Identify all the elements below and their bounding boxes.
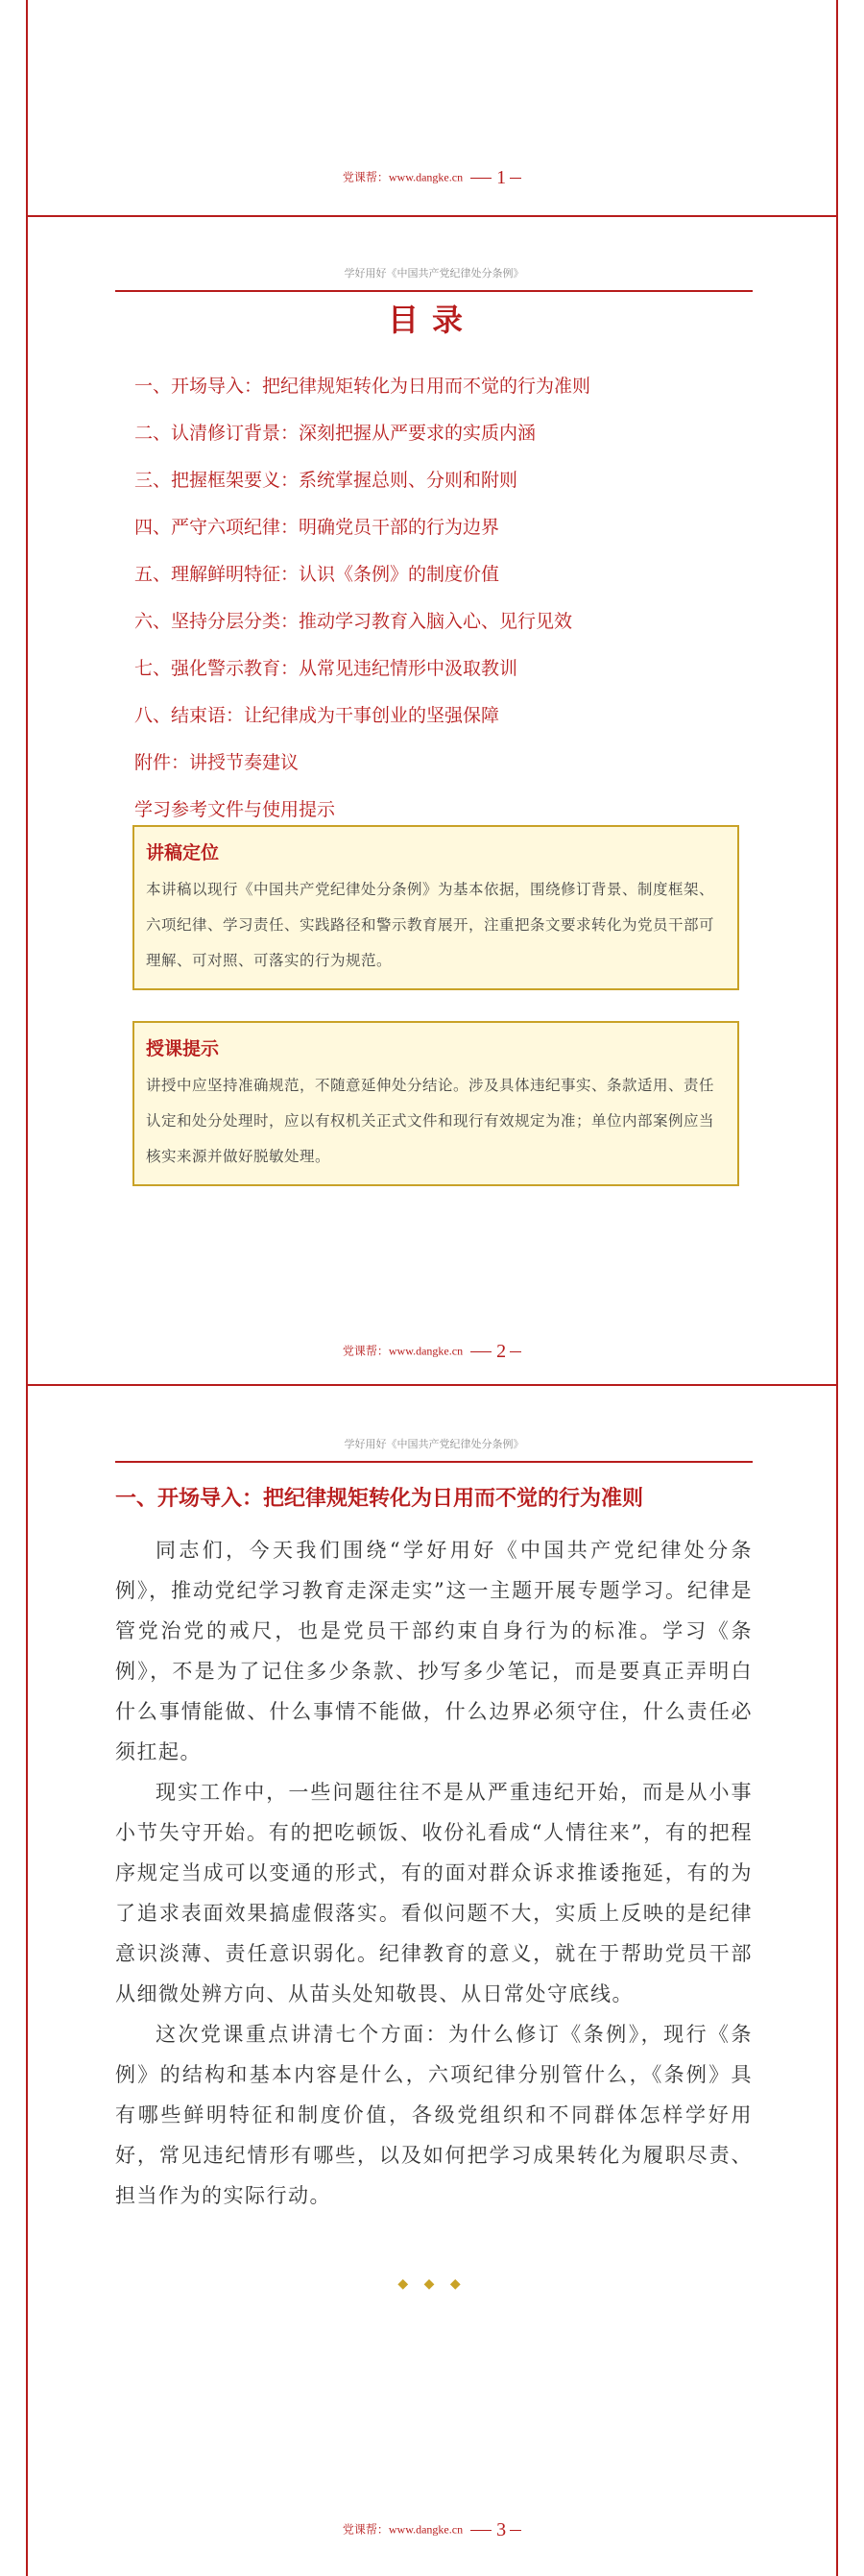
page-2: [26, 217, 838, 1386]
running-head: 学好用好《中国共产党纪律处分条例》: [115, 1436, 753, 1463]
positioning-box: [132, 825, 739, 990]
tips-box: [132, 1021, 739, 1186]
page-number: 1: [496, 167, 507, 188]
toc-item[interactable]: 二、认清修订背景：深刻把握从严要求的实质内涵: [134, 423, 537, 444]
toc-item[interactable]: 一、开场导入：把纪律规矩转化为日用而不觉的行为准则: [134, 376, 591, 397]
toc-item[interactable]: 四、严守六项纪律：明确党员干部的行为边界: [134, 517, 500, 538]
footer-site: 党课帮：www.dangke.cn: [342, 170, 464, 184]
page-number: 3: [496, 2519, 507, 2540]
section-body: [115, 1530, 753, 2216]
page-1: [26, 0, 838, 217]
page-footer: [28, 1341, 836, 1363]
page-3: [26, 1386, 838, 2576]
footer-site: 党课帮：www.dangke.cn: [342, 2522, 464, 2537]
body-paragraph: 现实工作中，一些问题往往不是从严重违纪开始，而是从小事小节失守开始。有的把吃顿饭、收份礼看成“人情往来”，有的把程序规定当成可以变通的形式，有的面对群众诉求推诿拖延，有的为了追求表面效果搞虚假落实。看似问题不大，实质上反映的是纪律意识淡薄、责任意识弱化。纪律教育的意义，就在于帮助党员干部从细微处辨方向、从苗头处知敬畏、从日常处守底线。: [115, 1781, 753, 2005]
toc-item-appendix[interactable]: 附件：讲授节奏建议: [134, 752, 300, 773]
toc-title: 目录: [387, 302, 476, 338]
tips-box-text: 讲授中应坚持准确规范，不随意延伸处分结论。涉及具体违纪事实、条款适用、责任认定和处分处理时，应以有权机关正式文件和现行有效规定为准；单位内部案例应当核实来源并做好脱敏处理。: [146, 1077, 715, 1165]
running-head: 学好用好《中国共产党纪律处分条例》: [115, 265, 753, 292]
body-paragraph: 这次党课重点讲清七个方面：为什么修订《条例》，现行《条例》的结构和基本内容是什么，六项纪律分别管什么，《条例》具有哪些鲜明特征和制度价值，各级党组织和不同群体怎样学好用好，常见违纪情形有哪些，以及如何把学习成果转化为履职尽责、担当作为的实际行动。: [115, 2023, 753, 2207]
footer-site: 党课帮：www.dangke.cn: [342, 1344, 464, 1358]
toc-item[interactable]: 五、理解鲜明特征：认识《条例》的制度价值: [134, 564, 500, 585]
positioning-box-text: 本讲稿以现行《中国共产党纪律处分条例》为基本依据，围绕修订背景、制度框架、六项纪律、学习责任、实践路径和警示教育展开，注重把条文要求转化为党员干部可理解、可对照、可落实的行为规范。: [146, 881, 715, 969]
page-footer: [28, 2519, 836, 2541]
body-paragraph: 同志们，今天我们围绕“学好用好《中国共产党纪律处分条例》，推动党纪学习教育走深走实”这一主题开展专题学习。纪律是管党治党的戒尺，也是党员干部约束自身行为的标准。学习《条例》，不是为了记住多少条款、抄写多少笔记，而是要真正弄明白什么事情能做、什么事情不能做，什么边界必须守住，什么责任必须扛起。: [115, 1539, 753, 1763]
toc-list: [134, 363, 590, 834]
toc-item[interactable]: 六、坚持分层分类：推动学习教育入脑入心、见行见效: [134, 611, 573, 632]
positioning-box-title: 讲稿定位: [146, 842, 220, 863]
tips-box-title: 授课提示: [146, 1038, 220, 1059]
section-title: 一、开场导入：把纪律规矩转化为日用而不觉的行为准则: [115, 1487, 644, 1511]
ornament-divider: ◆ ◆ ◆: [397, 2276, 467, 2292]
toc-item[interactable]: 八、结束语：让纪律成为干事创业的坚强保障: [134, 705, 500, 726]
page-footer: [28, 167, 836, 189]
toc-item[interactable]: 七、强化警示教育：从常见违纪情形中汲取教训: [134, 658, 518, 679]
toc-item[interactable]: 三、把握框架要义：系统掌握总则、分则和附则: [134, 470, 518, 491]
page-number: 2: [496, 1341, 507, 1362]
toc-item-references[interactable]: 学习参考文件与使用提示: [134, 799, 336, 820]
